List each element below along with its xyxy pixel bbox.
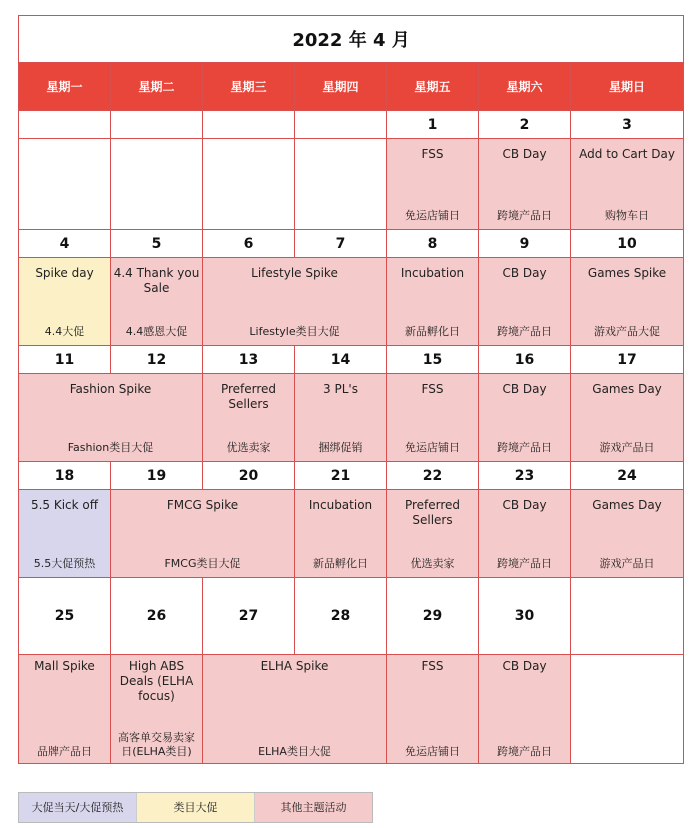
event-name-cn: 跨境产品日	[497, 325, 552, 338]
event-cell	[19, 490, 111, 578]
event-name-en: Mall Spike	[34, 659, 95, 673]
event-cell	[479, 258, 571, 346]
calendar-table	[18, 15, 684, 764]
event-name-en: CB Day	[502, 382, 547, 396]
event-cell-empty	[203, 139, 295, 230]
date-number: 29	[387, 578, 479, 655]
event-cell	[203, 258, 387, 346]
event-cell	[479, 139, 571, 230]
event-name-en: Games Day	[592, 382, 662, 396]
event-cell	[387, 139, 479, 230]
event-row	[19, 258, 684, 346]
date-number: 28	[295, 578, 387, 655]
event-name-en: Preferred Sellers	[220, 382, 277, 411]
event-name-cn: 优选卖家	[226, 441, 271, 454]
legend-category-spike: 类目大促	[137, 793, 255, 822]
event-name-cn: 跨境产品日	[497, 557, 552, 570]
date-number: 19	[111, 462, 203, 490]
event-name-cn: 新品孵化日	[405, 325, 460, 338]
date-number: 8	[387, 230, 479, 258]
date-number: 9	[479, 230, 571, 258]
event-cell	[571, 139, 684, 230]
date-number-row	[19, 578, 684, 655]
event-name-cn: 优选卖家	[410, 557, 455, 570]
weekday-header: 星期六	[479, 63, 571, 111]
date-number: 10	[571, 230, 684, 258]
date-number: 30	[479, 578, 571, 655]
date-number-row	[19, 230, 684, 258]
date-number: 4	[19, 230, 111, 258]
event-cell	[571, 374, 684, 462]
event-name-en: 5.5 Kick off	[30, 498, 99, 512]
event-name-cn: 游戏产品日	[599, 557, 655, 570]
event-cell	[387, 258, 479, 346]
event-name-en: CB Day	[502, 266, 547, 280]
date-number-empty	[571, 578, 684, 655]
event-name-en: FSS	[421, 382, 444, 396]
date-number: 22	[387, 462, 479, 490]
event-row	[19, 490, 684, 578]
event-name-cn: 免运店铺日	[405, 441, 460, 454]
event-name-cn: 购物车日	[605, 209, 650, 222]
date-number: 14	[295, 346, 387, 374]
event-cell	[387, 655, 479, 764]
event-cell	[111, 655, 203, 764]
weekday-header: 星期三	[203, 63, 295, 111]
calendar-title: 2022 年 4 月	[19, 16, 684, 63]
date-number: 25	[19, 578, 111, 655]
date-number: 21	[295, 462, 387, 490]
event-cell	[479, 374, 571, 462]
event-name-en: Games Spike	[587, 266, 667, 280]
date-number: 3	[571, 111, 684, 139]
event-name-en: Preferred Sellers	[404, 498, 461, 527]
event-name-en: Fashion Spike	[69, 382, 152, 396]
date-number: 6	[203, 230, 295, 258]
event-name-cn: 游戏产品大促	[594, 325, 661, 338]
event-cell	[387, 490, 479, 578]
date-number: 18	[19, 462, 111, 490]
date-number-row	[19, 111, 684, 139]
date-number-empty	[203, 111, 295, 139]
event-name-en: Lifestyle Spike	[251, 266, 338, 280]
event-name-cn: 高客单交易卖家日(ELHA类目)	[118, 731, 195, 758]
event-name-en: Add to Cart Day	[579, 147, 675, 161]
event-cell	[203, 374, 295, 462]
date-number: 11	[19, 346, 111, 374]
event-name-en: FSS	[421, 147, 444, 161]
event-cell-empty	[111, 139, 203, 230]
date-number: 16	[479, 346, 571, 374]
event-cell	[571, 490, 684, 578]
event-name-en: 3 PL's	[323, 382, 358, 396]
event-cell	[571, 258, 684, 346]
event-row	[19, 655, 684, 764]
event-cell-empty	[295, 139, 387, 230]
date-number: 5	[111, 230, 203, 258]
date-number-empty	[295, 111, 387, 139]
event-cell	[387, 374, 479, 462]
event-row	[19, 374, 684, 462]
event-name-cn: FMCG类目大促	[164, 557, 241, 570]
date-number: 20	[203, 462, 295, 490]
event-cell	[479, 655, 571, 764]
event-name-cn: 免运店铺日	[405, 209, 460, 222]
date-number: 26	[111, 578, 203, 655]
weekday-header: 星期四	[295, 63, 387, 111]
weekday-header: 星期二	[111, 63, 203, 111]
event-name-cn: 跨境产品日	[497, 209, 552, 222]
legend-other-events: 其他主题活动	[255, 793, 372, 822]
event-name-cn: 4.4感恩大促	[125, 325, 188, 338]
weekday-header: 星期日	[571, 63, 684, 111]
event-cell	[19, 258, 111, 346]
event-name-en: Incubation	[400, 266, 465, 280]
event-name-en: Incubation	[308, 498, 373, 512]
date-number: 12	[111, 346, 203, 374]
event-name-en: FSS	[421, 659, 444, 673]
event-name-en: Games Day	[592, 498, 662, 512]
event-name-en: High ABS Deals (ELHA focus)	[119, 659, 194, 703]
date-number: 13	[203, 346, 295, 374]
event-cell	[19, 374, 203, 462]
event-cell	[203, 655, 387, 764]
event-row	[19, 139, 684, 230]
event-name-en: CB Day	[502, 147, 547, 161]
event-name-en: 4.4 Thank you Sale	[113, 266, 200, 295]
date-number: 27	[203, 578, 295, 655]
date-number-empty	[111, 111, 203, 139]
legend-spike-day: 大促当天/大促预热	[19, 793, 137, 822]
date-number: 23	[479, 462, 571, 490]
event-name-cn: 跨境产品日	[497, 441, 552, 454]
event-name-cn: 捆绑促销	[318, 441, 363, 454]
weekday-header: 星期五	[387, 63, 479, 111]
event-cell	[111, 490, 295, 578]
date-number: 1	[387, 111, 479, 139]
event-name-cn: ELHA类目大促	[258, 745, 331, 758]
event-name-cn: 5.5大促预热	[33, 557, 96, 570]
event-name-cn: 游戏产品日	[599, 441, 655, 454]
event-cell	[295, 374, 387, 462]
event-name-en: FMCG Spike	[166, 498, 239, 512]
date-number: 15	[387, 346, 479, 374]
event-name-cn: Lifestyle类目大促	[249, 325, 340, 338]
event-cell	[111, 258, 203, 346]
date-number: 7	[295, 230, 387, 258]
date-number: 2	[479, 111, 571, 139]
event-name-en: CB Day	[502, 498, 547, 512]
event-cell	[479, 490, 571, 578]
event-name-cn: Fashion类目大促	[67, 441, 154, 454]
event-name-cn: 新品孵化日	[313, 557, 368, 570]
date-number: 24	[571, 462, 684, 490]
event-name-en: ELHA Spike	[260, 659, 329, 673]
event-cell-empty	[19, 139, 111, 230]
date-number-row	[19, 462, 684, 490]
event-name-cn: 跨境产品日	[497, 745, 552, 758]
event-name-cn: 品牌产品日	[37, 745, 92, 758]
weekday-header: 星期一	[19, 63, 111, 111]
date-number-row	[19, 346, 684, 374]
event-name-cn: 4.4大促	[44, 325, 85, 338]
event-name-en: CB Day	[502, 659, 547, 673]
date-number-empty	[19, 111, 111, 139]
event-cell-empty	[571, 655, 684, 764]
legend	[18, 792, 373, 823]
date-number: 17	[571, 346, 684, 374]
event-cell	[19, 655, 111, 764]
event-cell	[295, 490, 387, 578]
weekday-header-row	[19, 63, 684, 111]
event-name-cn: 免运店铺日	[405, 745, 460, 758]
event-name-en: Spike day	[35, 266, 94, 280]
